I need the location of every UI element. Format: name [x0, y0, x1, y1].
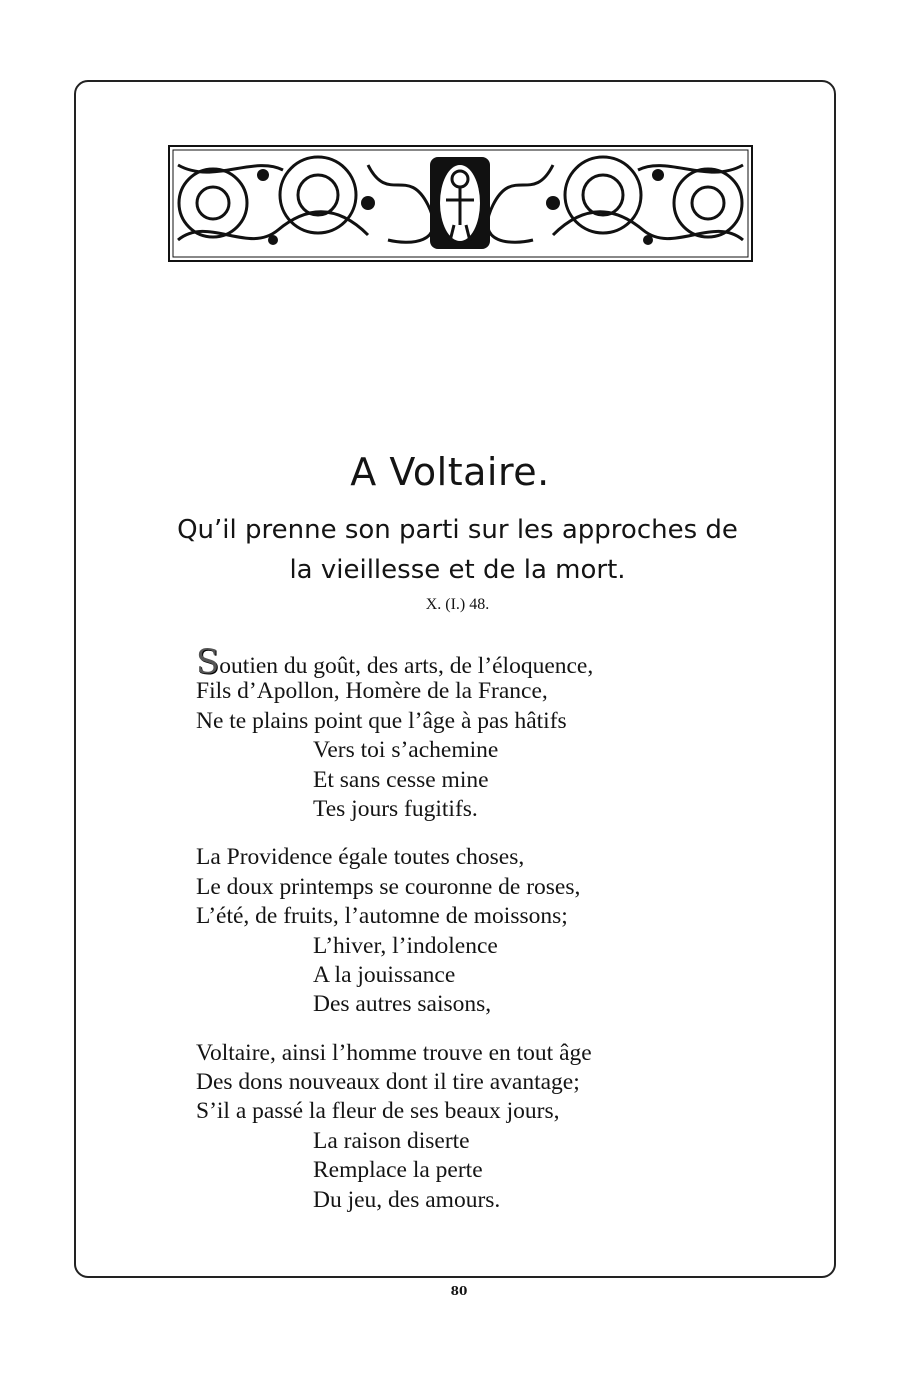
verse-line: A la jouissance [313, 961, 456, 988]
verse-line: Du jeu, des amours. [313, 1186, 501, 1213]
verse-line-text: outien du goût, des arts, de l’éloquence, [219, 653, 594, 679]
verse-line: La raison diserte [313, 1127, 470, 1154]
stanza [196, 642, 756, 824]
verse-line: Fils d’Apollon, Homère de la France, [196, 678, 548, 705]
subtitle-line: la vieillesse et de la mort. [289, 555, 626, 585]
renaissance-scrollwork-ornament-icon [168, 145, 753, 262]
verse-line: S’il a passé la fleur de ses beaux jours, [196, 1098, 560, 1125]
verse-line: Le doux printemps se couronne de roses, [196, 873, 581, 900]
verse-line: L’été, de fruits, l’automne de moissons; [196, 903, 568, 930]
verse-line: Des dons nouveaux dont il tire avantage; [196, 1069, 580, 1096]
verse-line: Des autres saisons, [313, 991, 492, 1018]
page-number: 80 [450, 1284, 468, 1298]
drop-cap: S [196, 642, 220, 682]
verse-line: La Providence égale toutes choses, [196, 844, 525, 871]
verse-line: Vers toi s’achemine [313, 737, 499, 764]
verse-line: Ne te plains point que l’âge à pas hâtifs [196, 707, 567, 734]
verse-line: Tes jours fugitifs. [313, 795, 478, 822]
poem-subtitle [120, 510, 795, 590]
verse-line: Voltaire, ainsi l’homme trouve en tout âge [196, 1039, 592, 1066]
verse-line [196, 642, 756, 682]
verse-line: L’hiver, l’indolence [313, 932, 498, 959]
poem-reference: X. (I.) 48. [425, 596, 490, 613]
poem-title: A Voltaire. [350, 450, 550, 494]
verse-line: Remplace la perte [313, 1157, 483, 1184]
subtitle-line: Qu’il prenne son parti sur les approches de [177, 515, 738, 545]
stanza [196, 1039, 756, 1215]
poem-body [196, 642, 756, 1234]
verse-line: Et sans cesse mine [313, 766, 489, 793]
stanza [196, 843, 756, 1019]
